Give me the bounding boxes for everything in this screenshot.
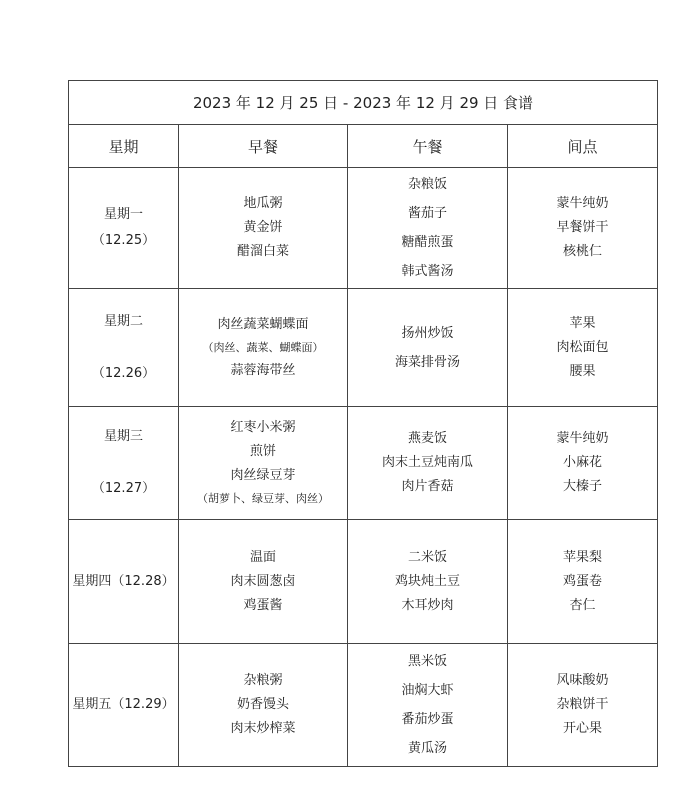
dish-item: 二米饭	[407, 549, 447, 565]
snack-cell	[508, 289, 658, 407]
breakfast-cell	[179, 520, 348, 644]
dish-item: 番茄炒蛋	[401, 712, 454, 727]
dish-item: 糖醋煎蛋	[401, 235, 454, 250]
header-breakfast: 早餐	[179, 125, 348, 168]
dish-item: 杂粮粥	[243, 673, 283, 688]
dish-item: 红枣小米粥	[230, 420, 296, 435]
day-label	[69, 335, 178, 361]
dish-item: 肉末炒榨菜	[230, 721, 296, 736]
table-row	[69, 520, 658, 644]
table-row	[69, 289, 658, 407]
dish-item: 早餐饼干	[556, 220, 609, 235]
header-day: 星期	[69, 125, 179, 168]
dish-item: 核桃仁	[563, 244, 603, 259]
dish-item: 韩式酱汤	[401, 264, 454, 279]
dish-item: 风味酸奶	[556, 673, 609, 688]
breakfast-cell	[179, 644, 348, 767]
dish-item: 鸡块炖土豆	[394, 573, 460, 589]
dish-item: 蒙牛纯奶	[556, 431, 609, 446]
day-label: 星期四（12.28）	[72, 573, 175, 589]
dish-item: 杂粮饼干	[556, 697, 609, 712]
dish-item: 大榛子	[563, 479, 603, 494]
day-cell	[69, 520, 179, 644]
breakfast-cell	[179, 168, 348, 289]
day-label: （12.25）	[91, 233, 156, 248]
dish-item: 醋溜白菜	[236, 244, 289, 259]
breakfast-cell	[179, 289, 348, 407]
day-cell	[69, 407, 179, 520]
dish-item: 肉松面包	[556, 339, 609, 355]
table-row	[69, 407, 658, 520]
day-label: 星期三	[103, 429, 143, 444]
dish-item: 奶香馒头	[236, 697, 289, 712]
dish-item: 杏仁	[569, 597, 596, 613]
menu-title: 2023 年 12 月 25 日 - 2023 年 12 月 29 日 食谱	[69, 81, 658, 125]
dish-item: 地瓜粥	[243, 196, 283, 211]
dish-item: 腰果	[569, 363, 596, 379]
day-cell	[69, 289, 179, 407]
dish-item: 黑米饭	[407, 654, 447, 669]
dish-item: 海菜排骨汤	[394, 354, 460, 370]
dish-item: 煎饼	[249, 444, 276, 459]
day-label: 星期一	[103, 207, 143, 222]
dish-item: 鸡蛋卷	[563, 573, 603, 589]
header-lunch: 午餐	[348, 125, 508, 168]
day-label	[69, 450, 178, 476]
dish-item: 肉片香菇	[401, 479, 454, 494]
lunch-cell	[348, 407, 508, 520]
day-label: 星期二	[103, 313, 143, 329]
dish-item: 蒙牛纯奶	[556, 196, 609, 211]
dish-item: 燕麦饭	[407, 431, 447, 446]
dish-item: 苹果梨	[563, 549, 603, 565]
lunch-cell	[348, 168, 508, 289]
lunch-cell	[348, 289, 508, 407]
breakfast-cell	[179, 407, 348, 520]
day-cell	[69, 644, 179, 767]
dish-item: 鸡蛋酱	[243, 597, 283, 613]
dish-item: 木耳炒肉	[401, 597, 454, 613]
day-label: 星期五（12.29）	[72, 697, 175, 712]
dish-item: 小麻花	[563, 455, 603, 470]
lunch-cell	[348, 520, 508, 644]
dish-item: 肉丝蔬菜蝴蝶面	[217, 316, 309, 332]
dish-item: 温面	[249, 549, 276, 565]
dish-item: 黄瓜汤	[407, 741, 447, 756]
dish-item: （肉丝、蔬菜、蝴蝶面）	[202, 340, 324, 354]
day-cell	[69, 168, 179, 289]
snack-cell	[508, 407, 658, 520]
dish-item: 开心果	[563, 721, 603, 736]
dish-item: 蒜蓉海带丝	[230, 362, 296, 378]
table-row	[69, 644, 658, 767]
snack-cell	[508, 168, 658, 289]
dish-item: 酱茄子	[407, 206, 447, 221]
dish-item: 苹果	[569, 315, 596, 331]
day-label: （12.26）	[91, 365, 156, 381]
day-label: （12.27）	[91, 481, 156, 496]
dish-item: 肉末土豆炖南瓜	[381, 455, 473, 470]
dish-item: 扬州炒饭	[401, 325, 454, 341]
snack-cell	[508, 520, 658, 644]
dish-item: （胡萝卜、绿豆芽、肉丝）	[197, 492, 329, 505]
dish-item: 杂粮饭	[407, 177, 447, 192]
snack-cell	[508, 644, 658, 767]
dish-item: 油焖大虾	[401, 683, 454, 698]
table-row	[69, 168, 658, 289]
lunch-cell	[348, 644, 508, 767]
dish-item: 肉丝绿豆芽	[230, 468, 296, 483]
header-snack: 间点	[508, 125, 658, 168]
dish-item: 肉末圆葱卤	[230, 573, 296, 589]
dish-item: 黄金饼	[243, 220, 283, 235]
menu-table	[68, 80, 658, 767]
